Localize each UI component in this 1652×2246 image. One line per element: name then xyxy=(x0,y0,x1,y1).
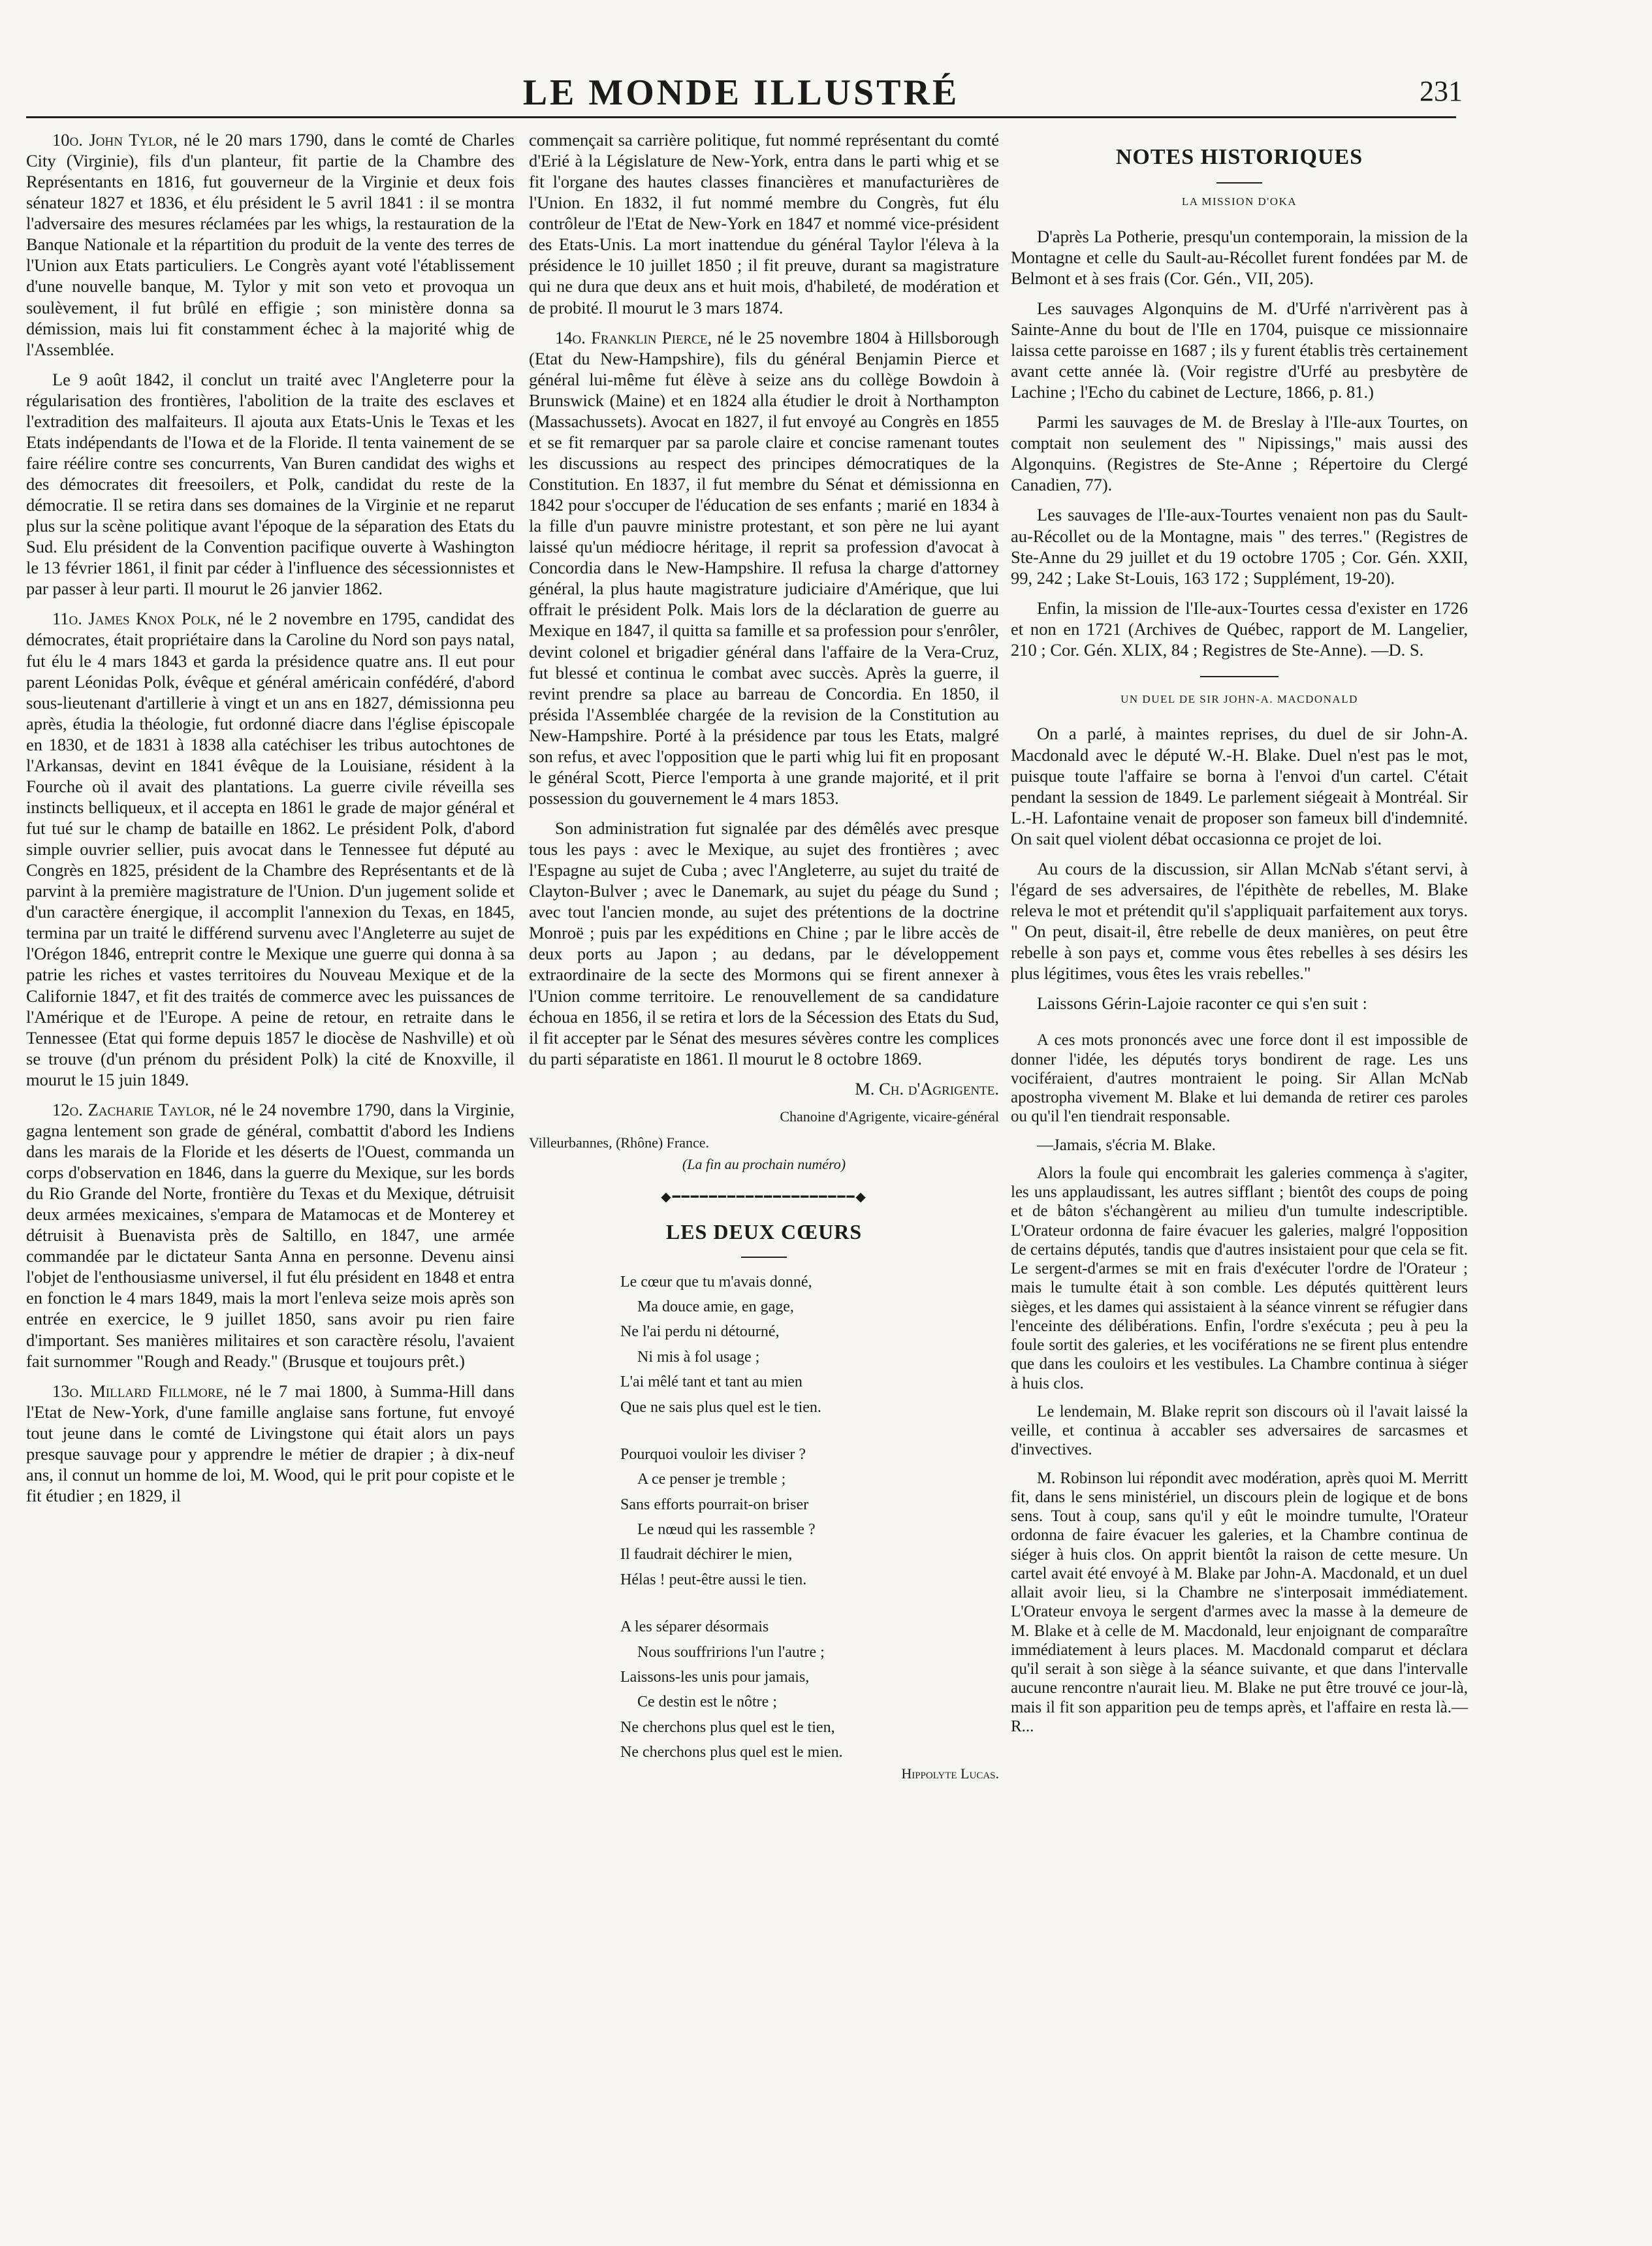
poem-line: Ne cherchons plus quel est le tien, xyxy=(620,1718,835,1736)
page-number: 231 xyxy=(1420,75,1463,107)
poem-line: Il faudrait déchirer le mien, xyxy=(620,1546,793,1564)
article-heading: 10o. John Tylor, xyxy=(52,130,178,150)
ornament-divider: ◆━━━━━━━━━━━━━━━━━━━━◆ xyxy=(661,1189,867,1204)
poem-line: Ni mis à fol usage ; xyxy=(637,1348,760,1366)
title-rule xyxy=(1216,182,1262,184)
poem xyxy=(620,1270,999,1765)
note-paragraph: D'après La Potherie, presqu'un contemporain, la mission de la Montagne et celle du Sault-au-Récollet furent fondées par M. de Belmont et à ses frais (Cor. Gén., VII, 205). xyxy=(1011,226,1468,288)
poem-stanza xyxy=(620,1442,999,1592)
article-text: né le 20 mars 1790, dans le comté de Charles City (Virginie), fils d'un planteur, fit partie de la Chambre des Représentants en 1816, fut gouverneur de la Virginie et deux fois sénateur 1827 et 1836, et élu président le 5 avril 1841 : il se montra l'adversaire des mesures réclamées par les whigs, la restauration de la Banque Nationale et la répartition du produit de la vente des terres de l'Union aux Etats particuliers. Le Congrès ayant voté l'établissement d'une nouvelle banque, M. Tylor y mit son veto et provoqua un soulèvement, il fut brûlé en effigie ; son ministère donna sa démission, mais lui fit constamment échec à la majorité whig de l'Assemblée. xyxy=(26,130,515,359)
column-1 xyxy=(26,129,515,1515)
note-paragraph: Enfin, la mission de l'Ile-aux-Tourtes cessa d'exister en 1726 et non en 1721 (Archives de Québec, rapport de M. Langelier, 210 ; Cor. Gén. XLIX, 84 ; Registres de Ste-Anne). —D. S. xyxy=(1011,598,1468,660)
poem-line: A les séparer désormais xyxy=(620,1618,769,1636)
poem-line: Le cœur que tu m'avais donné, xyxy=(620,1273,812,1291)
quote-paragraph: Le lendemain, M. Blake reprit son discours où il l'avait laissé la veille, et continua à accabler ses adversaires de sarcasmes et d'invectives. xyxy=(1011,1402,1468,1459)
quoted-passage xyxy=(1011,1031,1468,1736)
note-paragraph: Les sauvages Algonquins de M. d'Urfé n'arrivèrent pas à Sainte-Anne du bout de l'Ile en 1704, puisque ce missionnaire laissa cette paroisse en 1687 ; ils y furent établis très certainement avant cette année là. (Voir registre d'Urfé au presbytère de Lachine ; l'Echo du cabinet de Lecture, 1866, p. 81.) xyxy=(1011,298,1468,402)
poem-stanza xyxy=(620,1270,999,1420)
poem-line: Pourquoi vouloir les diviser ? xyxy=(620,1445,806,1463)
article-text: né le 2 novembre en 1795, candidat des démocrates, était propriétaire dans la Caroline du Nord son pays natal, fut élu le 4 mars 1843 et garda la présidence quatre ans. Il eut pour parent Léonidas Polk, évêque et général américain confédéré, d'abord sous-lieutenant d'artillerie à vingt et un ans en 1827, démissionna peu après, étudia la théologie, fut ordonné diacre dans l'église épiscopale en 1830, et de 1831 à 1838 alla catéchiser les tribus autochtones de l'Arkansas, devint en 1841 évêque de la Louisiane, résident à la Fourche où il avait des plantations. La guerre civile réveilla ses instincts belliqueux, et il accepta en 1861 le grade de major général et fut tué sur le champ de bataille en 1862. Le président Polk, d'abord simple ouvrier sellier, puis avocat dans le Tennessee fut député au Congrès en 1825, président de la Chambre des Représentants et de là parvint à la première magistrature de l'Union. D'un jugement solide et d'un caractère énergique, il accomplit l'annexion du Texas, en 1845, termina par un traité le différend survenu avec l'Angleterre au sujet de l'Orégon 1846, entreprit contre le Mexique une guerre qui donna à sa patrie les riches et vastes territoires du Nouveau Mexique et de la Californie 1847, et fit des traités de commerce avec les puissances de l'Amérique et de l'Europe. A peine de retour, en retraite dans le Tennessee (Etat qui forme depuis 1857 le diocèse de Nashville) et où se trouve (d'un prénom du président Polk) la cité de Knoxville, il mourut le 15 juin 1849. xyxy=(26,609,515,1089)
poem-title: LES DEUX CŒURS xyxy=(665,1219,863,1243)
section-title: NOTES HISTORIQUES xyxy=(1115,145,1363,169)
newspaper-title: LE MONDE ILLUSTRÉ xyxy=(522,72,960,113)
article-fillmore xyxy=(26,1381,515,1506)
column-3 xyxy=(1011,129,1468,1745)
poem-line: Ma douce amie, en gage, xyxy=(637,1298,794,1315)
poem-line: Ne l'ai perdu ni détourné, xyxy=(620,1323,780,1341)
masthead-bar xyxy=(26,72,1463,113)
poem-line: Laissons-les unis pour jamais, xyxy=(620,1669,810,1686)
poem-line: A ce penser je tremble ; xyxy=(637,1471,786,1488)
article-taylor xyxy=(26,1099,515,1372)
poem-line: Le nœud qui les rassemble ? xyxy=(637,1521,816,1539)
quote-paragraph: M. Robinson lui répondit avec modération, après quoi M. Merritt fit, dans le sens ministériel, un discours plein de logique et de bons sens. Tout à coup, sans qu'il y eût le moindre tumulte, l'Orateur ordonna de faire évacuer les galeries, et la Chambre continua de siéger à huis clos. On apprit bientôt la raison de cette mesure. Un cartel avait été envoyé à M. Blake par John-A. Macdonald, et un duel allait avoir lieu, si la Chambre ne s'interposait immédiatement. L'Orateur envoya le sergent d'armes avec la masse à la demeure de M. Blake et à celle de M. Macdonald, leur enjoignant de comparaître immédiatement à leurs places. M. Macdonald comparut et déclara qu'il serait à son siège à la séance suivante, et que dans l'intervalle aucune rencontre n'aurait lieu. M. Blake ne put être trouvé ce jour-là, mais il fit son apparition peu de temps après, et l'affaire en resta là.—R... xyxy=(1011,1469,1468,1735)
subheading-oka: LA MISSION D'OKA xyxy=(1181,195,1297,208)
continued-note: (La fin au prochain numéro) xyxy=(682,1156,846,1173)
section-rule xyxy=(1200,676,1279,677)
poem-line: Hélas ! peut-être aussi le tien. xyxy=(620,1571,807,1588)
signature-title: Chanoine d'Agrigente, vicaire-général xyxy=(780,1108,999,1125)
article-pierce xyxy=(529,327,999,809)
poem-line: L'ai mêlé tant et tant au mien xyxy=(620,1373,802,1391)
article-heading: 12o. Zacharie Taylor, xyxy=(52,1099,215,1119)
poem-stanza xyxy=(620,1614,999,1765)
title-rule xyxy=(741,1257,787,1258)
quote-paragraph: Alors la foule qui encombrait les galeries commença à s'agiter, les uns applaudissant, les autres sifflant ; bientôt des coups de poing et de bâton s'échangèrent au milieu d'un tumulte indescriptible. L'Orateur ordonna de faire évacuer les galeries, malgré l'opposition de certains députés, tandis que d'autres insistaient pour que cela se fit. Le sergent-d'armes se mit en frais d'exécuter l'ordre de l'Orateur ; mais le tumulte était à son comble. Les députés quittèrent leurs sièges, et les dames qui assistaient à la séance vinrent se réfugier dans l'enceinte des délibérations. Enfin, l'ordre s'exécuta ; peu à peu la foule sortit des galeries, et les vociférations ne se firent plus entendre que dans les couloirs et les vestibules. La Chambre continua à siéger à huis clos. xyxy=(1011,1164,1468,1392)
header-rule xyxy=(26,116,1456,118)
article-fillmore-cont: commençait sa carrière politique, fut nommé représentant du comté d'Erié à la Législature de New-York, entra dans le parti whig et se fit l'organe des hautes classes financières et manufacturières de l'Union. En 1832, il fut nommé membre du Congrès, fut élu contrôleur de l'Etat de New-York en 1847 et nommé vice-président des Etats-Unis. La mort inattendue du général Taylor l'éleva à la présidence le 10 juillet 1850 ; il fit preuve, durant sa magistrature qui ne dura que deux ans et huit mois, d'habileté, de modération et de probité. Il mourut le 3 mars 1874. xyxy=(529,130,999,317)
quote-paragraph: —Jamais, s'écria M. Blake. xyxy=(1037,1136,1216,1154)
poem-line: Nous souffririons l'un l'autre ; xyxy=(637,1643,825,1661)
note-paragraph: Laissons Gérin-Lajoie raconter ce qui s'en suit : xyxy=(1037,993,1367,1014)
article-heading: 11o. James Knox Polk, xyxy=(52,609,221,629)
note-paragraph: Au cours de la discussion, sir Allan McNab s'étant servi, à l'égard de ses adversaires, de l'épithète de rebelles, M. Blake releva le mot et prétendit qu'il s'appliquait parfaitement aux torys. " On peut, disait-il, être rebelle de deux manières, on peut être rebelle à son pays et, comme vous êtes rebelles à ses désirs les plus légitimes, vous êtes les vrais rebelles." xyxy=(1011,858,1468,984)
article-tylor xyxy=(26,129,515,360)
note-paragraph: Les sauvages de l'Ile-aux-Tourtes venaient non pas du Sault-au-Récollet ou de la Montagne, mais " des terres." (Registres de Ste-Anne du 29 juillet et du 19 octobre 1705 ; Cor. Gén. XXII, 99, 242 ; Lake St-Louis, 163 172 ; Supplément, 19-20). xyxy=(1011,505,1468,588)
poem-line: Ce destin est le nôtre ; xyxy=(637,1693,777,1711)
poem-line: Sans efforts pourrait-on briser xyxy=(620,1496,809,1513)
poem-line: Ne cherchons plus quel est le mien. xyxy=(620,1744,843,1761)
article-tylor-cont: Le 9 août 1842, il conclut un traité avec l'Angleterre pour la régularisation des frontières, l'abolition de la traite des esclaves et l'extradition des malfaiteurs. Il ajouta aux Etats-Unis le Texas et les Etats indépendants de l'Iowa et de la Floride. Il tenta vainement de se faire réélire contre ses concurrents, Van Buren candidat des wighs et des démocrates dit freesoilers, et Polk, candidat du reste de la démocratie. Il se retira dans ses domaines de la Virginie et ne reparut plus sur la scène politique avant l'époque de la séparation des Etats du Sud. Elu président de la Convention pacifique ouverte à Washington le 13 février 1861, il finit par céder à l'influence des sécessionnistes et par passer à leur parti. Il mourut le 26 janvier 1862. xyxy=(26,369,515,599)
column-2 xyxy=(529,129,999,1791)
article-text: né le 25 novembre 1804 à Hillsborough (Etat du New-Hampshire), fils du général Benjamin Pierce et général lui-même fut élève à seize ans du collège Bowdoin à Brunswick (Maine) et en 1824 alla étudier le droit à Northampton (Massachussets). Avocat en 1827, il fut envoyé au Congrès en 1855 et se fit remarquer par sa parole claire et concise ramenant toutes les discussions au respect des principes démocratiques de la Constitution. En 1837, il fut membre du Sénat et démissionna en 1842 pour s'occuper de l'éducation de ses enfants ; marié en 1834 à la fille d'un pauvre ministre protestant, et son père ne lui ayant laissé qu'un médiocre héritage, il reprit sa profession d'avocat à Concordia dans le New-Hampshire. Il refusa la charge d'attorney général, la plus haute magistrature judiciaire d'Amérique, que lui offrait le président Polk. Mais lors de la déclaration de guerre au Mexique en 1847, il quitta sa famille et sa profession pour s'enrôler, devint colonel et brigadier général dans l'affaire de la Vera-Cruz, fut blessé et continua le combat avec succès. Après la guerre, il revint prendre sa place au barreau de Concordia. En 1850, il présida l'Assemblée chargée de la revision de la Constitution au New-Hampshire. Porté à la présidence par tous les Etats, malgré son refus, et avec l'opposition que le parti whig lui fit en proposant le général Scott, Pierce l'emporta à une grande majorité, et il prit possession du gouvernement le 4 mars 1853. xyxy=(529,327,999,808)
note-paragraph: On a parlé, à maintes reprises, du duel de sir John-A. Macdonald avec le député W.-H. Blake. Duel n'est pas le mot, puisque toute l'affaire se borna à l'envoi d'un cartel. C'était pendant la session de 1849. Le parlement siégeait à Montréal. Sir L.-H. Lafontaine venait de proposer son fameux bill d'indemnité. On sait quel violent débat occasionna ce projet de loi. xyxy=(1011,724,1468,848)
signature-place: Villeurbannes, (Rhône) France. xyxy=(529,1134,710,1151)
poem-author: Hippolyte Lucas. xyxy=(901,1765,999,1782)
article-pierce-cont: Son administration fut signalée par des démêlés avec presque tous les pays : avec le Mexique, au sujet des frontières ; avec l'Espagne au sujet de Cuba ; avec l'Angleterre, au sujet du traité de Clayton-Bulver ; avec le Danemark, au sujet du péage du Sund ; avec tout l'ancien monde, au sujet des prétentions de la doctrine Monroë ; puis par les expéditions en Chine ; par le libre accès de deux ports au Japon ; au dedans, par le développement extraordinaire de la secte des Mormons qui se firent annexer à l'Union comme territoire. Le renouvellement de sa candidature échoua en 1856, il se retira et lors de la Sécession des Etats du Sud, il fit accepter par le Sénat des mesures sévères contre les complices du parti séparatiste en 1861. Il mourut le 8 octobre 1869. xyxy=(529,818,999,1068)
article-text: né le 7 mai 1800, à Summa-Hill dans l'Etat de New-York, d'une famille anglaise sans fortune, fut envoyé tout jeune dans le comté de Livingstone qui était alors un pays presque sauvage pour y apprendre le métier de drapier ; à dix-neuf ans, il connut un homme de loi, M. Wood, qui le prit pour copiste et le fit étudier ; en 1829, il xyxy=(26,1381,515,1505)
note-paragraph: Parmi les sauvages de M. de Breslay à l'Ile-aux Tourtes, on comptait non seulement des " Nipissings," mais aussi des Algonquins. (Registres de Ste-Anne ; Répertoire du Clergé Canadien, 77). xyxy=(1011,412,1468,495)
subheading-duel: UN DUEL DE SIR JOHN-A. MACDONALD xyxy=(1120,692,1358,705)
article-text: né le 24 novembre 1790, dans la Virginie, gagna lentement son grade de général, combattit d'abord les Indiens dans les marais de la Floride et les déserts de l'Ouest, commanda un corps d'observation en 1846, dans la guerre du Mexique, sur les bords du Rio Grande del Norte, frontière du Texas et du Mexique, détruisit deux armées mexicaines, s'empara de Matamocas et de Monterey et détruisit à Buenavista près de Saltillo, en 1847, une armée commandée par le dictateur Santa Anna en personne. Devenu ainsi l'objet de l'enthousiasme universel, il fut élu président en 1848 et entra en fonction le 4 mars 1849, mais la mort l'enleva seize mois après son entrée en exercice, le 9 juillet 1850, sans avoir pu rien faire d'important. Ses manières militaires et son caractère résolu, l'avaient fait surnommer "Rough and Ready." (Brusque et toujours prêt.) xyxy=(26,1099,515,1371)
article-heading: 14o. Franklin Pierce, xyxy=(555,327,712,347)
quote-paragraph: A ces mots prononcés avec une force dont il est impossible de donner l'idée, les députés torys bondirent de rage. Les uns vociféraient, d'autres montraient le poing. Sir Allan McNab apostropha vivement M. Blake et lui demanda de retirer ces paroles ou qu'il l'en tiendrait responsable. xyxy=(1011,1031,1468,1126)
poem-line: Que ne sais plus quel est le tien. xyxy=(620,1398,821,1416)
article-polk xyxy=(26,608,515,1089)
signature-author: M. Ch. d'Agrigente. xyxy=(855,1078,999,1099)
article-heading: 13o. Millard Fillmore, xyxy=(52,1381,228,1401)
